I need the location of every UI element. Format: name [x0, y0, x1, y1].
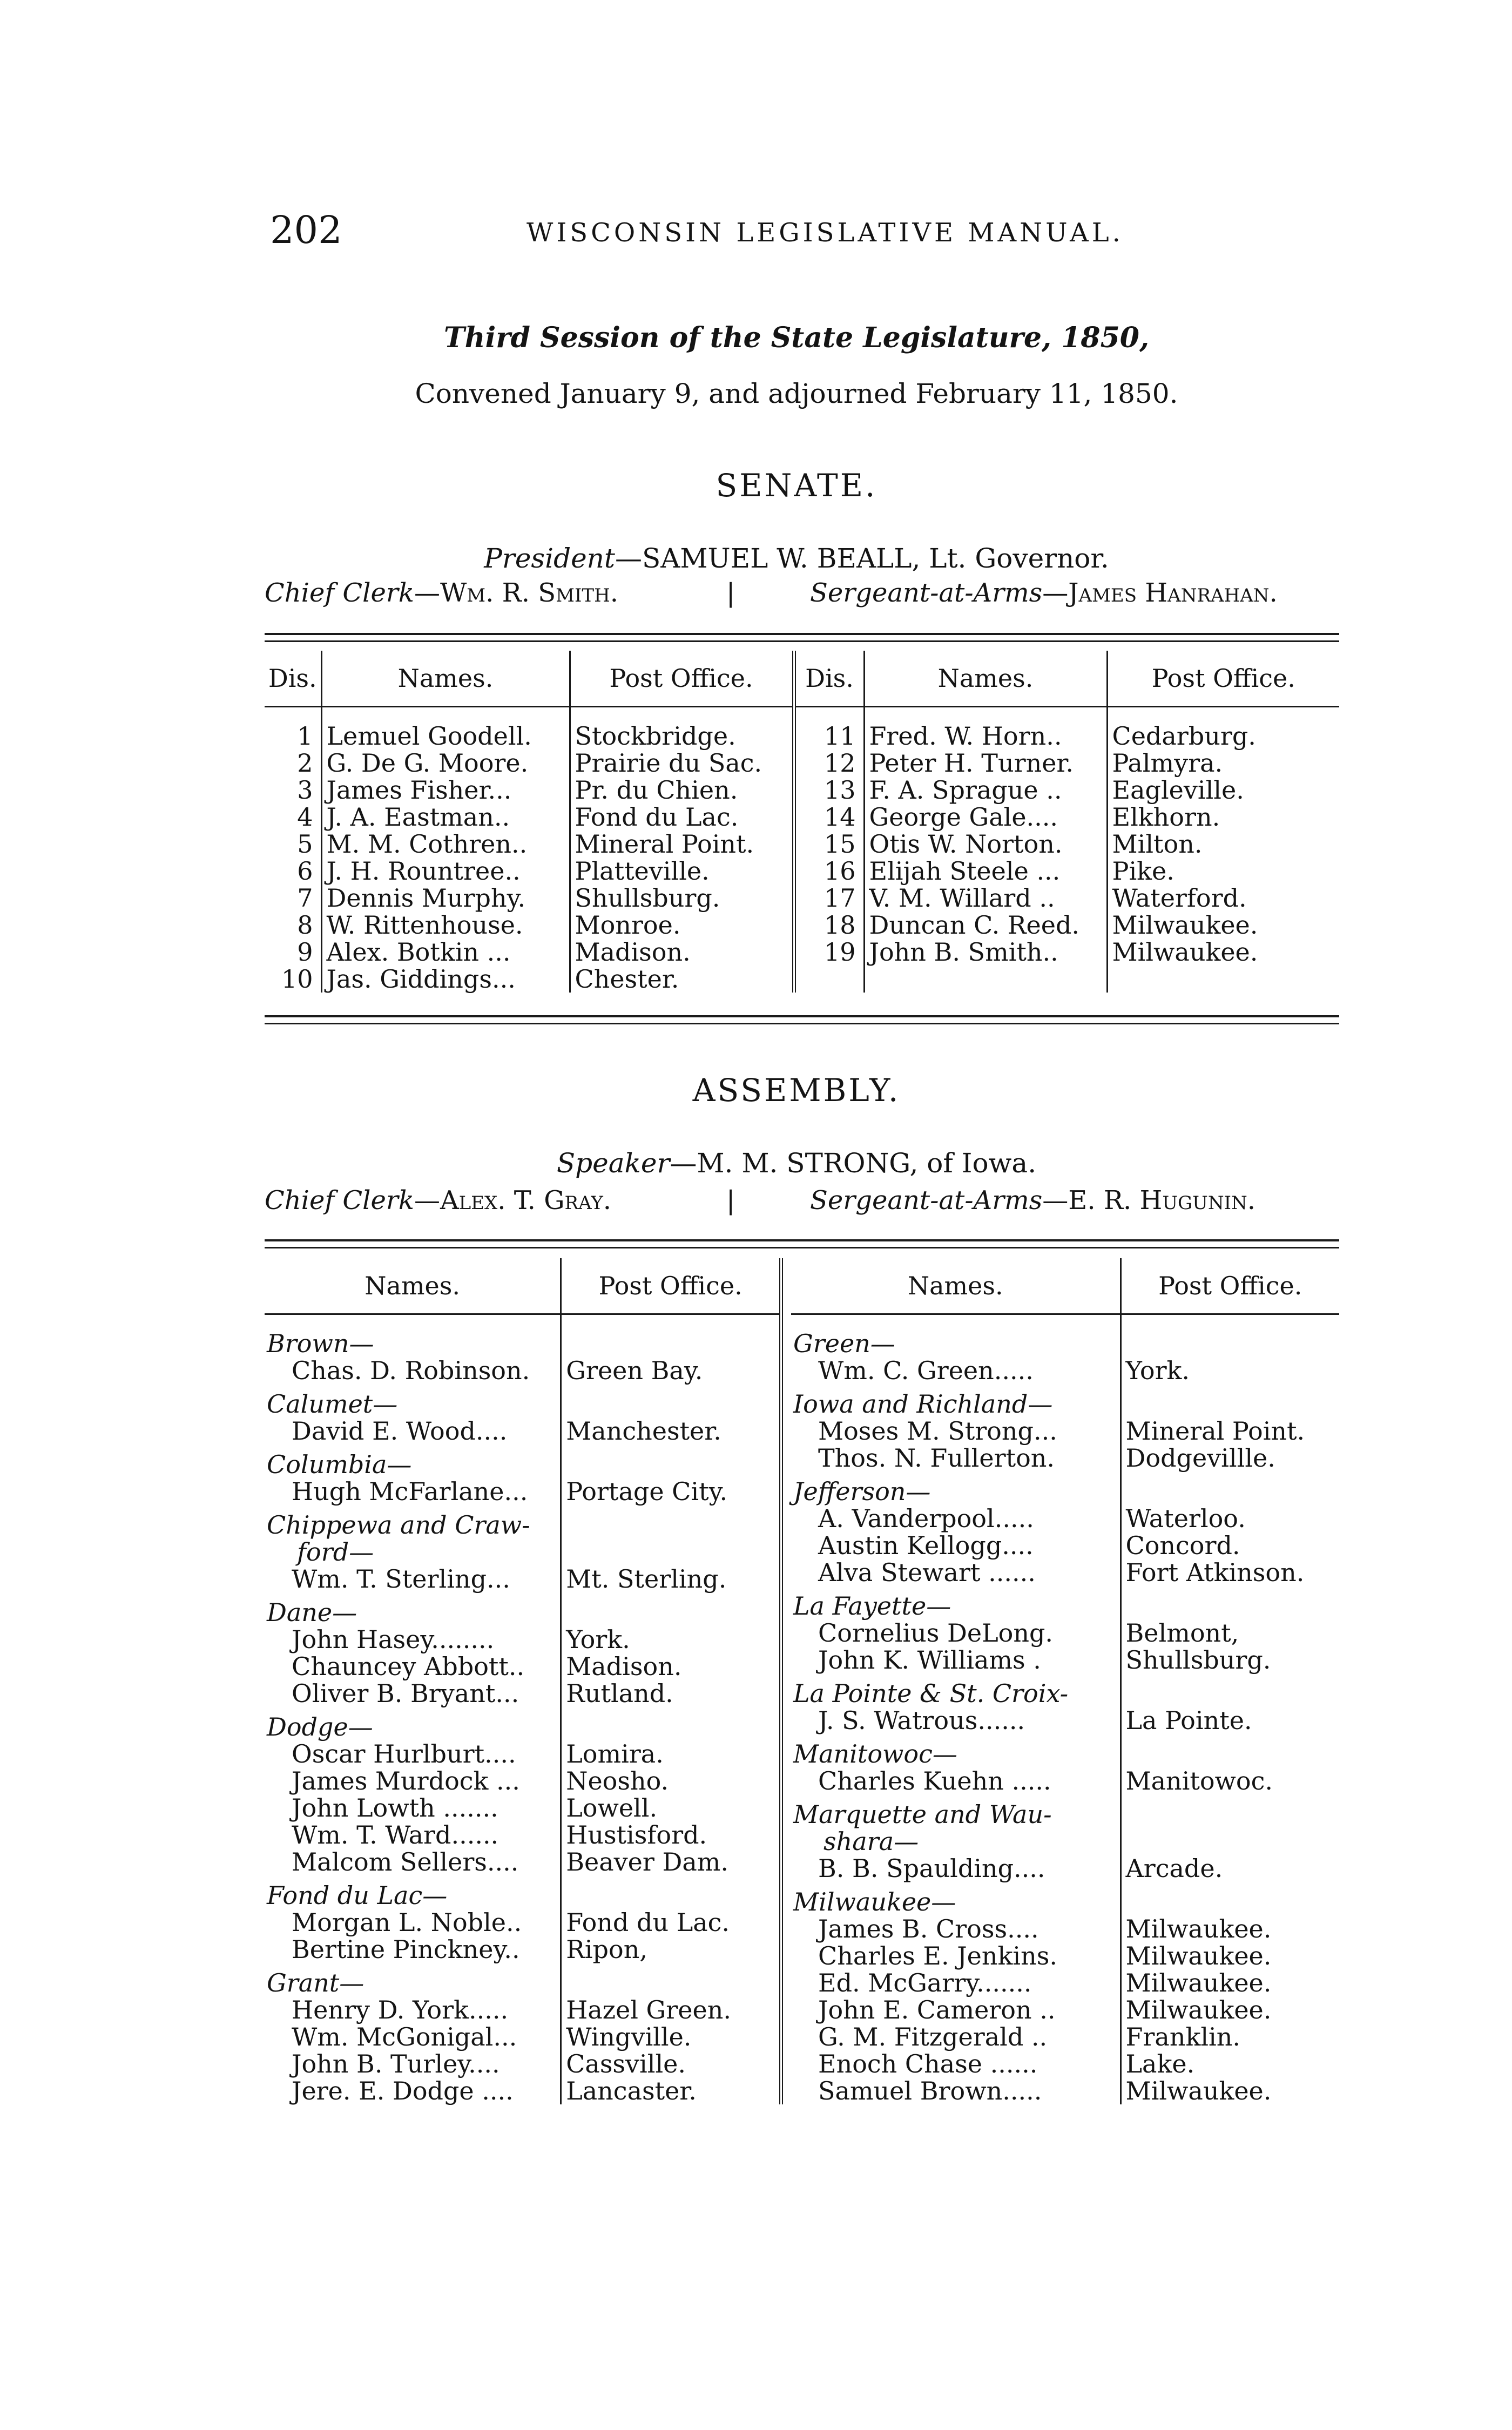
county-name: Brown—: [265, 1330, 561, 1357]
member-name: Wm. McGonigal...: [265, 2023, 561, 2050]
county-row: [265, 1713, 781, 1740]
post-office: Portage City.: [561, 1478, 781, 1505]
post-office: Chester.: [570, 966, 794, 993]
county-row: [265, 1969, 781, 1996]
county-name: La Pointe & St. Croix-: [791, 1680, 1120, 1707]
post-office: Milwaukee.: [1125, 1941, 1272, 1970]
member-name: Charles E. Jenkins.: [791, 1942, 1120, 1969]
senator-name: G. De G. Moore.: [321, 750, 570, 777]
county-blank: [561, 1713, 781, 1740]
district-number: 19: [794, 939, 864, 966]
county-blank: [1120, 1330, 1339, 1357]
sergeant-role: Sergeant-at-Arms: [810, 578, 1043, 608]
county-blank: [1120, 1592, 1339, 1619]
member-row: [265, 1767, 781, 1794]
member-name: Alva Stewart ......: [791, 1559, 1120, 1586]
county-blank: [561, 1969, 781, 1996]
member-row: [265, 1996, 781, 2023]
district-number: 1: [265, 723, 321, 750]
senate-sergeant: [810, 578, 1278, 608]
post-office: Pr. du Chien.: [570, 777, 794, 804]
post-office: Franklin.: [1125, 2022, 1241, 2051]
sergeant-role: Sergeant-at-Arms: [810, 1185, 1043, 1216]
col-post-office: Post Office.: [570, 651, 794, 707]
member-row: [791, 1646, 1339, 1673]
county-blank: [561, 1882, 781, 1909]
post-office: Milwaukee.: [1125, 1968, 1272, 1997]
member-name: Ed. McGarry.......: [791, 1969, 1120, 1996]
col-dis: Dis.: [265, 651, 321, 707]
speaker-name: —M. M. STRONG, of Iowa.: [670, 1148, 1037, 1179]
senator-name: Dennis Murphy.: [321, 885, 570, 912]
post-office: Arcade.: [1125, 1854, 1223, 1883]
member-name: Bertine Pinckney..: [265, 1936, 561, 1963]
member-row: [265, 1418, 781, 1444]
post-office: Cedarburg.: [1112, 721, 1256, 751]
senator-name: M. M. Cothren..: [321, 831, 570, 858]
district-number: 11: [794, 723, 864, 750]
member-row: [791, 1855, 1339, 1882]
county-blank: [1120, 1828, 1339, 1855]
district-number: 6: [265, 858, 321, 885]
member-row: [791, 2077, 1339, 2104]
senate-row: [265, 966, 1339, 993]
county-row: [791, 1478, 1339, 1505]
post-office: La Pointe.: [1125, 1706, 1252, 1735]
post-office: Mt. Sterling.: [561, 1565, 781, 1592]
county-blank: [1120, 1801, 1339, 1828]
county-name: Fond du Lac—: [265, 1882, 561, 1909]
member-row: [791, 1619, 1339, 1646]
member-row: [791, 1942, 1339, 1969]
county-row: [791, 1680, 1339, 1707]
county-row: [791, 1888, 1339, 1915]
member-row: [791, 1532, 1339, 1559]
senate-title: SENATE.: [716, 467, 878, 504]
member-name: John K. Williams .: [791, 1646, 1120, 1673]
senator-name: F. A. Sprague ..: [864, 777, 1107, 804]
member-name: B. B. Spaulding....: [791, 1855, 1120, 1882]
col-names: Names.: [791, 1258, 1120, 1314]
county-name: Dodge—: [265, 1713, 561, 1740]
session-dates: Convened January 9, and adjourned February 11, 1850.: [415, 378, 1178, 409]
member-name: Enoch Chase ......: [791, 2050, 1120, 2077]
district-number: 13: [794, 777, 864, 804]
col-names: Names.: [864, 651, 1107, 707]
chief-clerk-name: —Alex. T. Gray.: [414, 1185, 612, 1216]
member-row: [265, 1740, 781, 1767]
county-blank: [1120, 1888, 1339, 1915]
post-office: Milwaukee.: [1112, 937, 1258, 967]
post-office: Milwaukee.: [1125, 1995, 1272, 2024]
county-row: [265, 1511, 781, 1538]
post-office: Stockbridge.: [570, 723, 794, 750]
member-row: [265, 2050, 781, 2077]
post-office: Pike.: [1112, 856, 1174, 886]
post-office: Ripon,: [561, 1936, 781, 1963]
district-number: 8: [265, 912, 321, 939]
col-post-office: Post Office.: [561, 1258, 781, 1314]
senator-name: Peter H. Turner.: [864, 750, 1107, 777]
district-number: 12: [794, 750, 864, 777]
member-name: John B. Turley....: [265, 2050, 561, 2077]
assembly-speaker-line: [256, 1148, 1336, 1179]
member-row: [791, 1996, 1339, 2023]
member-name: David E. Wood....: [265, 1418, 561, 1444]
post-office: Lancaster.: [561, 2077, 781, 2104]
district-number: 9: [265, 939, 321, 966]
assembly-left-table: [265, 1258, 783, 2104]
member-row: [265, 1478, 781, 1505]
senator-name: Jas. Giddings...: [321, 966, 570, 993]
member-row: [791, 1418, 1339, 1444]
assembly-top-rule: [265, 1239, 1339, 1241]
senate-president-line: [256, 543, 1336, 574]
district-number: 17: [794, 885, 864, 912]
district-number: [794, 966, 864, 993]
county-row: [791, 1330, 1339, 1357]
senate-row: [265, 723, 1339, 750]
senator-name: Fred. W. Horn..: [864, 723, 1107, 750]
member-row: [791, 2050, 1339, 2077]
post-office: Concord.: [1125, 1531, 1240, 1560]
assembly-chief-clerk: [265, 1185, 611, 1216]
post-office: Shullsburg.: [570, 885, 794, 912]
district-number: 18: [794, 912, 864, 939]
member-row: [265, 1821, 781, 1848]
post-office: Manitowoc.: [1125, 1766, 1273, 1796]
member-name: Chauncey Abbott..: [265, 1653, 561, 1680]
member-row: [265, 1653, 781, 1680]
member-name: John Hasey........: [265, 1626, 561, 1653]
member-row: [791, 1357, 1339, 1384]
senate-header-row: [265, 651, 1339, 707]
county-row: [265, 1451, 781, 1478]
senator-name: J. A. Eastman..: [321, 804, 570, 831]
member-name: Hugh McFarlane...: [265, 1478, 561, 1505]
post-office: Belmont,: [1125, 1618, 1239, 1648]
member-name: Morgan L. Noble..: [265, 1909, 561, 1936]
speaker-role: Speaker: [556, 1148, 670, 1179]
county-name: Milwaukee—: [791, 1888, 1120, 1915]
district-number: 3: [265, 777, 321, 804]
county-row: [791, 1740, 1339, 1767]
senate-row: [265, 750, 1339, 777]
member-name: Samuel Brown.....: [791, 2077, 1120, 2104]
county-name-continued: shara—: [791, 1828, 1120, 1855]
member-row: [265, 1794, 781, 1821]
district-number: 5: [265, 831, 321, 858]
member-row: [791, 2023, 1339, 2050]
post-office: Milton.: [1112, 829, 1203, 859]
senate-row: [265, 939, 1339, 966]
county-row: [791, 1592, 1339, 1619]
county-row: [265, 1330, 781, 1357]
senate-table: [265, 651, 1339, 993]
post-office: Elkhorn.: [1112, 802, 1220, 832]
chief-clerk-name: —Wm. R. Smith.: [414, 578, 618, 608]
post-office: Rutland.: [561, 1680, 781, 1707]
county-blank: [561, 1390, 781, 1418]
member-row: [265, 2077, 781, 2104]
president-name: —SAMUEL W. BEALL, Lt. Governor.: [615, 543, 1109, 574]
post-office: [1107, 966, 1339, 993]
county-name: Green—: [791, 1330, 1120, 1357]
county-name: Grant—: [265, 1969, 561, 1996]
post-office: Fond du Lac.: [561, 1909, 781, 1936]
member-name: James B. Cross....: [791, 1915, 1120, 1942]
member-row: [791, 1969, 1339, 1996]
post-office: Fond du Lac.: [570, 804, 794, 831]
county-row: [791, 1828, 1339, 1855]
county-name: Dane—: [265, 1599, 561, 1626]
senate-row: [265, 885, 1339, 912]
post-office: Shullsburg.: [1125, 1645, 1271, 1675]
county-name: Marquette and Wau-: [791, 1801, 1120, 1828]
post-office: Manchester.: [561, 1418, 781, 1444]
post-office: Lowell.: [561, 1794, 781, 1821]
member-name: Wm. T. Sterling...: [265, 1565, 561, 1592]
post-office: Milwaukee.: [1125, 2076, 1272, 2105]
senate-row: [265, 804, 1339, 831]
col-post-office: Post Office.: [1107, 651, 1339, 707]
senator-name: J. H. Rountree..: [321, 858, 570, 885]
member-row: [791, 1559, 1339, 1586]
district-number: 14: [794, 804, 864, 831]
chief-clerk-role: Chief Clerk: [265, 578, 414, 608]
member-row: [265, 1626, 781, 1653]
col-names: Names.: [321, 651, 570, 707]
running-head: WISCONSIN LEGISLATIVE MANUAL.: [526, 218, 1124, 248]
member-name: Henry D. York.....: [265, 1996, 561, 2023]
senate-chief-clerk: [265, 578, 618, 608]
member-name: Cornelius DeLong.: [791, 1619, 1120, 1646]
county-name: Iowa and Richland—: [791, 1390, 1120, 1418]
county-name: Columbia—: [265, 1451, 561, 1478]
post-office: Eagleville.: [1112, 775, 1244, 805]
county-blank: [561, 1511, 781, 1538]
member-name: John E. Cameron ..: [791, 1996, 1120, 2023]
post-office: Neosho.: [561, 1767, 781, 1794]
member-name: John Lowth .......: [265, 1794, 561, 1821]
col-names: Names.: [265, 1258, 561, 1314]
member-row: [265, 1909, 781, 1936]
county-name: Jefferson—: [791, 1478, 1120, 1505]
senator-name: Lemuel Goodell.: [321, 723, 570, 750]
member-name: James Murdock ...: [265, 1767, 561, 1794]
post-office: Milwaukee.: [1125, 1914, 1272, 1943]
member-name: G. M. Fitzgerald ..: [791, 2023, 1120, 2050]
senator-name: Otis W. Norton.: [864, 831, 1107, 858]
page-header: [256, 208, 1207, 256]
post-office: Hustisford.: [561, 1821, 781, 1848]
senate-top-rule: [265, 633, 1339, 635]
senate-bottom-rule-2: [265, 1023, 1339, 1024]
post-office: York.: [1125, 1356, 1190, 1385]
spacer-row: [791, 1314, 1339, 1331]
post-office: Beaver Dam.: [561, 1848, 781, 1875]
member-row: [265, 2023, 781, 2050]
district-number: 2: [265, 750, 321, 777]
assembly-header-row: [265, 1258, 781, 1314]
senator-name: W. Rittenhouse.: [321, 912, 570, 939]
member-name: Oliver B. Bryant...: [265, 1680, 561, 1707]
county-name: Chippewa and Craw-: [265, 1511, 561, 1538]
member-name: Thos. N. Fullerton.: [791, 1444, 1120, 1472]
assembly-sergeant: [810, 1185, 1256, 1216]
senate-top-rule-2: [265, 640, 1339, 642]
assembly-top-rule-2: [265, 1247, 1339, 1248]
post-office: Lomira.: [561, 1740, 781, 1767]
member-row: [791, 1915, 1339, 1942]
post-office: Waterloo.: [1125, 1504, 1246, 1533]
post-office: Monroe.: [570, 912, 794, 939]
senator-name: [864, 966, 1107, 993]
member-name: A. Vanderpool.....: [791, 1505, 1120, 1532]
president-role: President: [484, 543, 615, 574]
county-row: [265, 1599, 781, 1626]
member-name: Moses M. Strong...: [791, 1418, 1120, 1444]
county-name: Manitowoc—: [791, 1740, 1120, 1767]
member-name: Chas. D. Robinson.: [265, 1357, 561, 1384]
county-blank: [1120, 1478, 1339, 1505]
member-row: [791, 1767, 1339, 1794]
assembly-right-table: [791, 1258, 1339, 2104]
clerk-divider: |: [726, 578, 735, 608]
member-row: [265, 1936, 781, 1963]
assembly-header-row: [791, 1258, 1339, 1314]
senator-name: George Gale....: [864, 804, 1107, 831]
member-row: [265, 1680, 781, 1707]
county-row: [265, 1538, 781, 1565]
senate-bottom-rule: [265, 1015, 1339, 1017]
senator-name: Elijah Steele ...: [864, 858, 1107, 885]
member-name: Oscar Hurlburt....: [265, 1740, 561, 1767]
post-office: Mineral Point.: [570, 831, 794, 858]
member-row: [265, 1565, 781, 1592]
post-office: Dodgevillle.: [1125, 1443, 1275, 1473]
senate-row: [265, 912, 1339, 939]
senator-name: Alex. Botkin ...: [321, 939, 570, 966]
post-office: Madison.: [561, 1653, 781, 1680]
county-blank: [561, 1451, 781, 1478]
post-office: York.: [561, 1626, 781, 1653]
post-office: Madison.: [570, 939, 794, 966]
clerk-divider: |: [726, 1185, 735, 1216]
member-row: [791, 1444, 1339, 1472]
district-number: 10: [265, 966, 321, 993]
sergeant-name: —E. R. Hugunin.: [1042, 1185, 1256, 1216]
spacer-row: [265, 1314, 781, 1331]
post-office: Mineral Point.: [1125, 1416, 1305, 1446]
post-office: Platteville.: [570, 858, 794, 885]
senator-name: V. M. Willard ..: [864, 885, 1107, 912]
post-office: Milwaukee.: [1112, 910, 1258, 940]
post-office: Green Bay.: [561, 1357, 781, 1384]
district-number: 16: [794, 858, 864, 885]
page-number: 202: [270, 208, 342, 252]
county-name: La Fayette—: [791, 1592, 1120, 1619]
county-blank: [561, 1330, 781, 1357]
county-blank: [561, 1599, 781, 1626]
district-number: 7: [265, 885, 321, 912]
chief-clerk-role: Chief Clerk: [265, 1185, 414, 1216]
county-row: [791, 1390, 1339, 1418]
post-office: Palmyra.: [1112, 748, 1223, 778]
spacer-row: [265, 707, 1339, 723]
col-post-office: Post Office.: [1120, 1258, 1339, 1314]
county-row: [265, 1390, 781, 1418]
senate-row: [265, 831, 1339, 858]
district-number: 4: [265, 804, 321, 831]
county-name: Calumet—: [265, 1390, 561, 1418]
county-row: [265, 1882, 781, 1909]
post-office: Hazel Green.: [561, 1996, 781, 2023]
county-row: [791, 1801, 1339, 1828]
member-name: J. S. Watrous......: [791, 1707, 1120, 1734]
member-row: [265, 1848, 781, 1875]
senator-name: James Fisher...: [321, 777, 570, 804]
senator-name: John B. Smith..: [864, 939, 1107, 966]
member-name: Austin Kellogg....: [791, 1532, 1120, 1559]
senate-row: [265, 777, 1339, 804]
member-name: Wm. T. Ward......: [265, 1821, 561, 1848]
session-title: Third Session of the State Legislature, 1850,: [443, 321, 1150, 354]
county-blank: [1120, 1390, 1339, 1418]
post-office: Fort Atkinson.: [1125, 1558, 1305, 1587]
senate-row: [265, 858, 1339, 885]
post-office: Wingville.: [561, 2023, 781, 2050]
senator-name: Duncan C. Reed.: [864, 912, 1107, 939]
member-name: Charles Kuehn .....: [791, 1767, 1120, 1794]
member-name: Jere. E. Dodge ....: [265, 2077, 561, 2104]
member-name: Malcom Sellers....: [265, 1848, 561, 1875]
county-blank: [561, 1538, 781, 1565]
county-blank: [1120, 1680, 1339, 1707]
member-row: [791, 1505, 1339, 1532]
col-dis: Dis.: [794, 651, 864, 707]
assembly-title: ASSEMBLY.: [692, 1072, 901, 1109]
county-name-continued: ford—: [265, 1538, 561, 1565]
district-number: 15: [794, 831, 864, 858]
county-blank: [1120, 1740, 1339, 1767]
post-office: Prairie du Sac.: [570, 750, 794, 777]
sergeant-name: —James Hanrahan.: [1042, 578, 1278, 608]
member-row: [265, 1357, 781, 1384]
member-row: [791, 1707, 1339, 1734]
post-office: Lake.: [1125, 2049, 1195, 2078]
post-office: Cassville.: [561, 2050, 781, 2077]
member-name: Wm. C. Green.....: [791, 1357, 1120, 1384]
post-office: Waterford.: [1112, 883, 1247, 913]
